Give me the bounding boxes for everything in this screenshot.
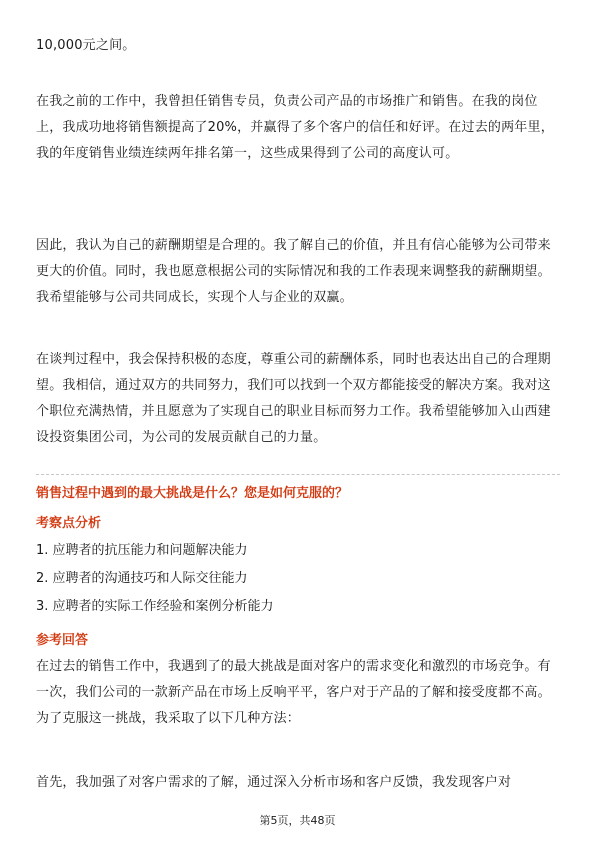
paragraph-salary-expectation: 因此，我认为自己的薪酬期望是合理的。我了解自己的价值，并且有信心能够为公司带来更大的价值。同时，我也愿意根据公司的实际情况和我的工作表现来调整我的薪酬期望。我希望能够与公司共同成长，实现个人与企业的双赢。 <box>36 238 551 305</box>
paragraph-salary-range-end: 10,000元之间。 <box>36 38 136 53</box>
analysis-heading: 考察点分析 <box>36 516 102 531</box>
page-footer: 第5页，共48页 <box>259 814 336 827</box>
paragraph-work-experience: 在我之前的工作中，我曾担任销售专员，负责公司产品的市场推广和销售。在我的岗位上，我成功地将销售额提高了20%，并赢得了多个客户的信任和好评。在过去的两年里，我的年度销售业绩连续两年排名第一，这些成果得到了公司的高度认可。 <box>36 94 554 161</box>
analysis-item: 2. 应聘者的沟通技巧和人际交往能力 <box>36 571 248 586</box>
paragraph-negotiation: 在谈判过程中，我会保持积极的态度，尊重公司的薪酬体系，同时也表达出自己的合理期望。我相信，通过双方的共同努力，我们可以找到一个双方都能接受的解决方案。我对这个职位充满热情，并且愿意为了实现自己的职业目标而努力工作。我希望能够加入山西建设投资集团公司，为公司的发展贡献自己的力量。 <box>36 352 551 445</box>
interview-question: 销售过程中遇到的最大挑战是什么？您是如何克服的？ <box>36 486 349 501</box>
section-divider <box>36 474 560 475</box>
analysis-item: 1. 应聘者的抗压能力和问题解决能力 <box>36 543 248 558</box>
analysis-item: 3. 应聘者的实际工作经验和案例分析能力 <box>36 599 274 614</box>
answer-paragraph: 在过去的销售工作中，我遇到了的最大挑战是面对客户的需求变化和激烈的市场竞争。有一次，我们公司的一款新产品在市场上反响平平，客户对于产品的了解和接受度都不高。为了克服这一挑战，我采取了以下几种方法： <box>36 659 551 726</box>
answer-heading: 参考回答 <box>36 633 89 648</box>
answer-paragraph-continued: 首先，我加强了对客户需求的了解，通过深入分析市场和客户反馈，我发现客户对 <box>36 775 512 790</box>
